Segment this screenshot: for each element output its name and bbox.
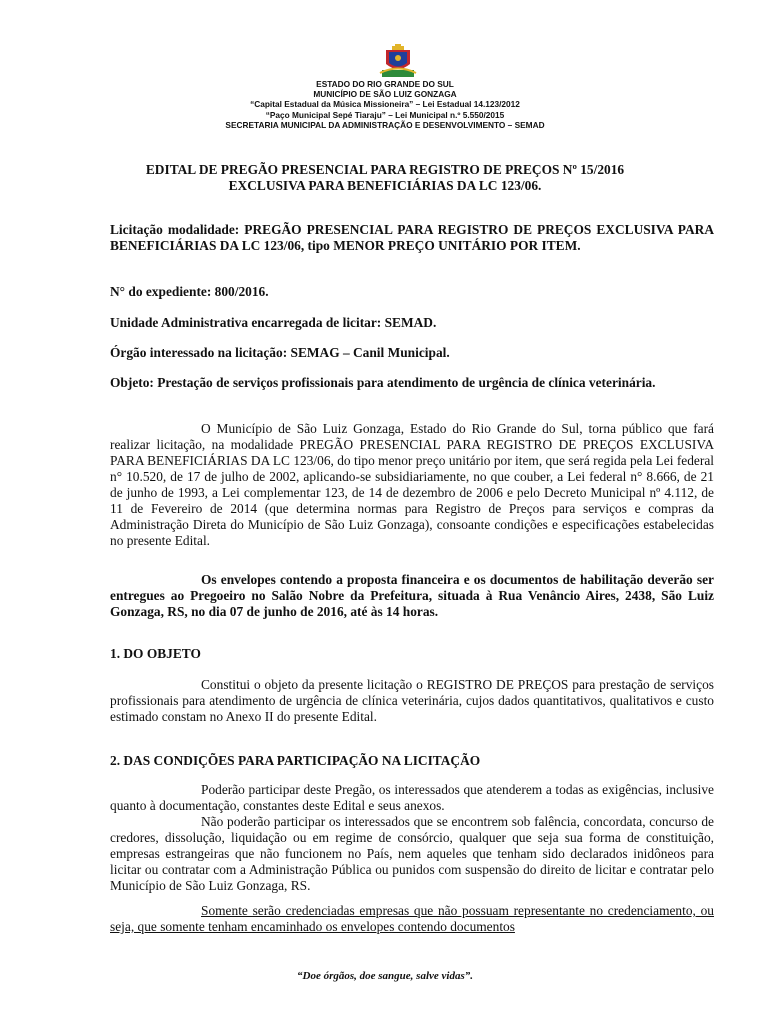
title-line-2: EXCLUSIVA PARA BENEFICIÁRIAS DA LC 123/06. (228, 178, 542, 193)
field-objeto: Objeto: Prestação de serviços profissionais para atendimento de urgência de clínica veterinária. (110, 375, 656, 390)
envelopes-paragraph: Os envelopes contendo a proposta financeira e os documentos de habilitação deverão ser entregues ao Pregoeiro no Salão Nobre da Prefeitura, situada à Rua Venâncio Aires, 2438, São Luiz Gonzaga, RS, no dia 07 de junho de 2016, até às 14 horas. (110, 572, 714, 619)
header-state: ESTADO DO RIO GRANDE DO SUL (316, 79, 454, 89)
title-line-1: EDITAL DE PREGÃO PRESENCIAL PARA REGISTRO DE PREÇOS Nº 15/2016 (145, 162, 625, 177)
document-title (100, 162, 670, 194)
footer-slogan: “Doe órgãos, doe sangue, salve vidas”. (297, 970, 473, 982)
section-1-text: Constitui o objeto da presente licitação o REGISTRO DE PREÇOS para prestação de serviços profissionais para atendimento de urgência de clínica veterinária, cujos dados quantitativos, qualitativos e custo estimado constam no Anexo II do presente Edital. (110, 677, 714, 724)
field-expediente: N° do expediente: 800/2016. (110, 284, 269, 299)
field-orgao: Órgão interessado na licitação: SEMAG – Canil Municipal. (110, 345, 450, 360)
section-2-paragraph-2: Não poderão participar os interessados que se encontrem sob falência, concordata, concurso de credores, dissolução, liquidação ou em regime de consórcio, qualquer que seja sua forma de constituição, empresas estrangeiras que não funcionem no País, nem aqueles que tenham sido declarados inidôneos para licitar ou contratar com a Administração Pública ou punidos com suspensão do direito de licitar e contratar pelo Município de São Luiz Gonzaga, RS. (110, 814, 714, 893)
letterhead (100, 79, 670, 130)
header-municipality: MUNICÍPIO DE SÃO LUIZ GONZAGA (313, 89, 457, 100)
section-2-paragraph-3 (110, 903, 714, 935)
section-2-heading: 2. DAS CONDIÇÕES PARA PARTICIPAÇÃO NA LICITAÇÃO (110, 753, 481, 768)
field-modalidade: Licitação modalidade: PREGÃO PRESENCIAL PARA REGISTRO DE PREÇOS EXCLUSIVA PARA BENEFICIÁRIAS DA LC 123/06, tipo MENOR PREÇO UNITÁRIO POR ITEM. (110, 222, 714, 253)
header-secretariat: SECRETARIA MUNICIPAL DA ADMINISTRAÇÃO E DESENVOLVIMENTO – SEMAD (225, 119, 545, 130)
field-unidade: Unidade Administrativa encarregada de licitar: SEMAD. (110, 315, 437, 330)
credenciamento-underlined-text: Somente serão credenciadas empresas que não possuam representante no credenciamento, ou seja, que somente tenham encaminhado os envelopes contendo documentos (110, 903, 714, 934)
municipal-coat-of-arms-icon (378, 40, 418, 80)
header-paco-municipal: “Paço Municipal Sepé Tiaraju” – Lei Municipal n.º 5.550/2015 (265, 109, 505, 120)
section-1-heading: 1. DO OBJETO (110, 646, 201, 661)
section-2-paragraph-1: Poderão participar deste Pregão, os interessados que atenderem a todas as exigências, inclusive quanto à documentação, constantes deste Edital e seus anexos. (110, 782, 714, 813)
header-capital-music: “Capital Estadual da Música Missioneira” – Lei Estadual 14.123/2012 (250, 99, 520, 110)
intro-paragraph: O Município de São Luiz Gonzaga, Estado do Rio Grande do Sul, torna público que fará realizar licitação, na modalidade PREGÃO PRESENCIAL PARA REGISTRO DE PREÇOS EXCLUSIVA PARA BENEFICIÁRIAS DA LC 123/06, do tipo menor preço unitário por item, que será regida pela Lei federal n° 10.520, de 17 de julho de 2002, aplicando-se subsidiariamente, no que couber, a Lei federal n° 8.666, de 21 de junho de 1993, a Lei complementar 123, de 14 de dezembro de 2006 e pelo Decreto Municipal nº 4.112, de 11 de Fevereiro de 2014 (que determina normas para Registro de Preços para serviços e compras da Administração Direta do Município de São Luiz Gonzaga), consoante condições e especificações estabelecidas no presente Edital. (110, 421, 714, 548)
